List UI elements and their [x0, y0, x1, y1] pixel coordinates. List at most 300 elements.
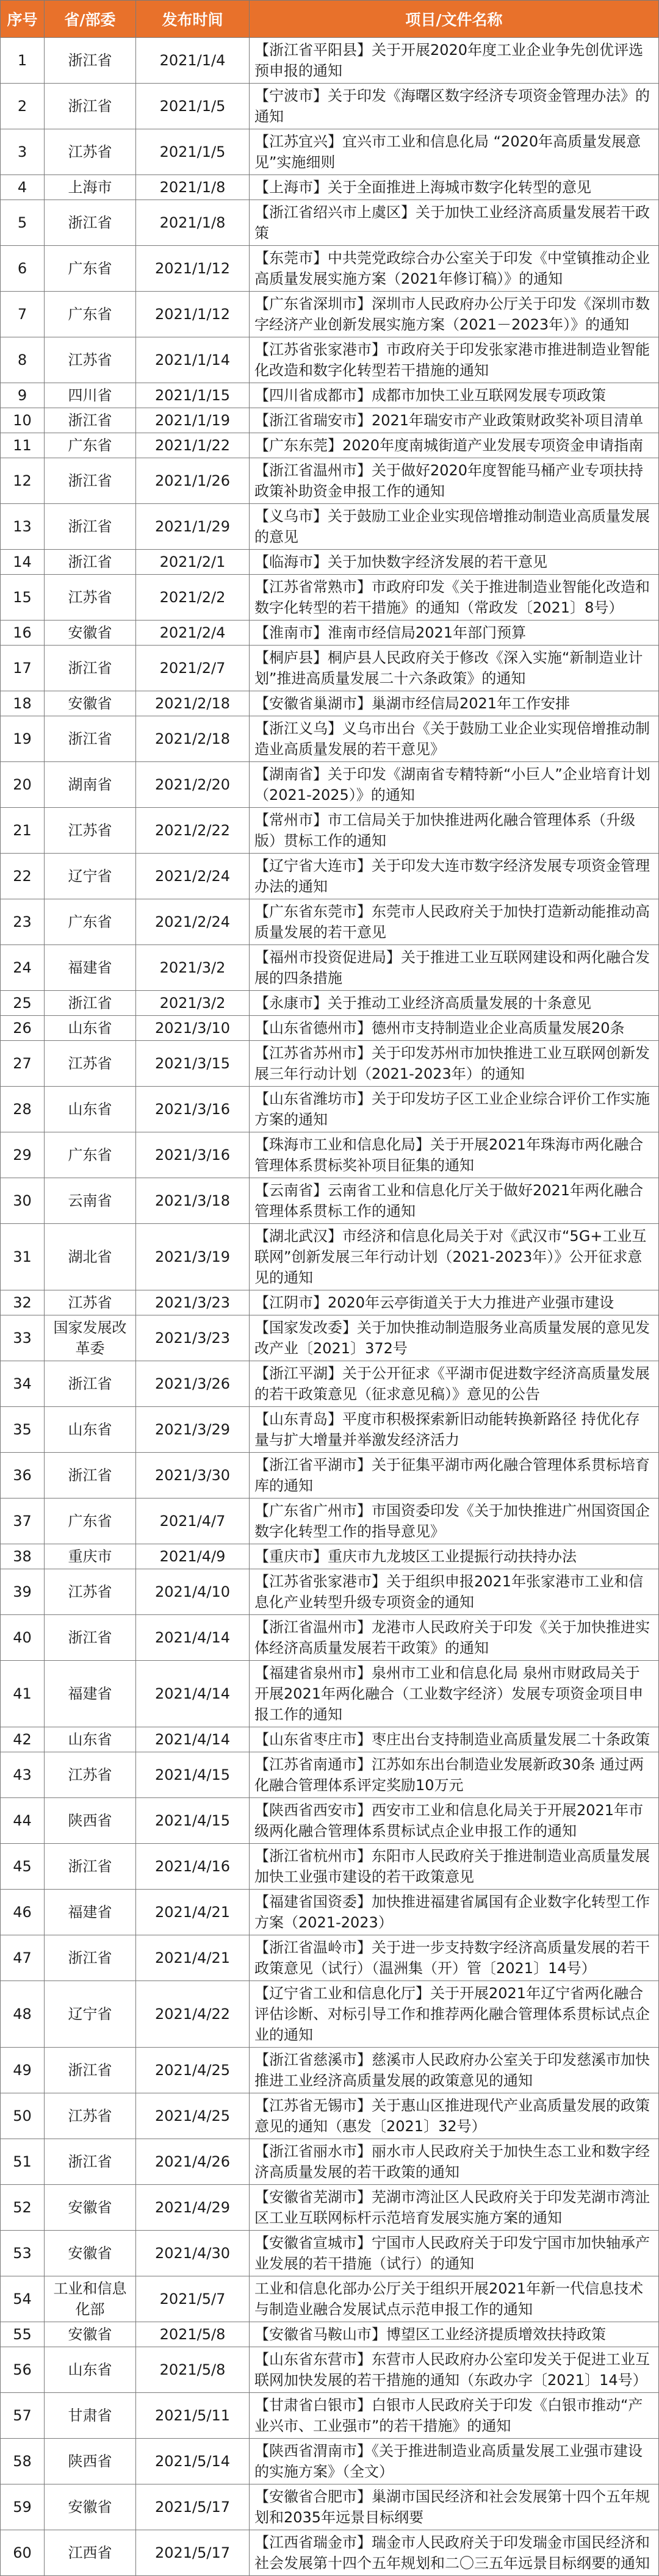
row-number: 48: [1, 1981, 45, 2048]
row-province: 工业和信息化部: [45, 2276, 136, 2322]
row-province: 甘肃省: [45, 2393, 136, 2439]
table-row: [1, 2185, 659, 2231]
row-province: 重庆市: [45, 1544, 136, 1569]
table-row: [1, 383, 659, 408]
table-row: [1, 808, 659, 854]
header-row: [1, 1, 659, 38]
row-number: 50: [1, 2093, 45, 2139]
table-row: [1, 1361, 659, 1407]
table-row: [1, 504, 659, 550]
table-row: [1, 1544, 659, 1569]
row-province: 浙江省: [45, 458, 136, 504]
row-number: 60: [1, 2530, 45, 2576]
row-province: 江苏省: [45, 1041, 136, 1087]
row-title: 【江苏省常熟市】市政府印发《关于推进制造业智能化改造和数字化转型的若干措施》的通知（常政发〔2021〕8号）: [250, 575, 659, 621]
table-row: [1, 292, 659, 337]
row-date: 2021/2/18: [136, 716, 250, 762]
row-province: 江苏省: [45, 808, 136, 854]
row-province: 浙江省: [45, 1844, 136, 1890]
table-row: [1, 1407, 659, 1453]
row-number: 36: [1, 1453, 45, 1498]
row-number: 27: [1, 1041, 45, 1087]
row-title: 【江苏省张家港市】市政府关于印发张家港市推进制造业智能化改造和数字化转型若干措施的通知: [250, 337, 659, 383]
row-date: 2021/1/12: [136, 246, 250, 292]
table-header: [1, 1, 659, 38]
row-province: 安徽省: [45, 2231, 136, 2276]
row-date: 2021/4/14: [136, 1615, 250, 1661]
row-province: 山东省: [45, 1087, 136, 1132]
row-title: 【东莞市】中共莞党政综合办公室关于印发《中堂镇推动企业高质量发展实施方案（2021年修订稿）》的通知: [250, 246, 659, 292]
row-number: 20: [1, 762, 45, 808]
row-title: 【常州市】市工信局关于加快推进两化融合管理体系（升级版）贯标工作的通知: [250, 808, 659, 854]
row-province: 广东省: [45, 1132, 136, 1178]
row-province: 云南省: [45, 1178, 136, 1224]
row-number: 7: [1, 292, 45, 337]
row-number: 19: [1, 716, 45, 762]
row-province: 江苏省: [45, 1290, 136, 1315]
row-province: 浙江省: [45, 991, 136, 1016]
row-number: 5: [1, 200, 45, 246]
table-row: [1, 1569, 659, 1615]
row-province: 浙江省: [45, 408, 136, 433]
table-row: [1, 1798, 659, 1844]
row-title: 【重庆市】重庆市九龙坡区工业提振行动扶持办法: [250, 1544, 659, 1569]
row-number: 9: [1, 383, 45, 408]
row-title: 【福建省国资委】加快推进福建省属国有企业数字化转型工作方案（2021-2023）: [250, 1890, 659, 1935]
row-title: 【广东省广州市】市国资委印发《关于加快推进广州国资国企数字化转型工作的指导意见》: [250, 1498, 659, 1544]
row-number: 34: [1, 1361, 45, 1407]
row-province: 湖南省: [45, 762, 136, 808]
row-title: 【广东省东莞市】东莞市人民政府关于加快打造新动能推动高质量发展的若干意见: [250, 899, 659, 945]
row-province: 福建省: [45, 1890, 136, 1935]
row-province: 江苏省: [45, 2093, 136, 2139]
row-number: 11: [1, 433, 45, 458]
row-number: 57: [1, 2393, 45, 2439]
table-row: [1, 1453, 659, 1498]
table-body: [1, 38, 659, 2576]
row-date: 2021/1/26: [136, 458, 250, 504]
row-title: 【陕西省渭南市】《关于推进制造业高质量发展工业强市建设的实施方案》（全文）: [250, 2439, 659, 2484]
row-title: 【浙江省杭州市】东阳市人民政府关于推进制造业高质量发展加快工业强市建设的若干政策意见: [250, 1844, 659, 1890]
row-number: 8: [1, 337, 45, 383]
row-date: 2021/5/8: [136, 2347, 250, 2393]
row-number: 28: [1, 1087, 45, 1132]
row-title: 【浙江省温州市】关于做好2020年度智能马桶产业专项扶持政策补助资金申报工作的通知: [250, 458, 659, 504]
row-number: 45: [1, 1844, 45, 1890]
table-row: [1, 2439, 659, 2484]
table-row: [1, 1981, 659, 2048]
table-row: [1, 1935, 659, 1981]
row-number: 2: [1, 84, 45, 129]
row-date: 2021/4/15: [136, 1798, 250, 1844]
row-number: 55: [1, 2322, 45, 2347]
row-title: 【浙江省平阳县】关于开展2020年度工业企业争先创优评选预申报的通知: [250, 38, 659, 84]
row-number: 31: [1, 1224, 45, 1290]
row-title: 【山东省东营市】东营市人民政府办公室印发关于促进工业互联网加快发展的若干措施的通知（东政办字〔2021〕14号）: [250, 2347, 659, 2393]
row-number: 41: [1, 1661, 45, 1727]
table-row: [1, 2139, 659, 2185]
row-title: 【安徽省马鞍山市】博望区工业经济提质增效扶持政策: [250, 2322, 659, 2347]
row-number: 29: [1, 1132, 45, 1178]
row-date: 2021/4/9: [136, 1544, 250, 1569]
row-date: 2021/5/7: [136, 2276, 250, 2322]
row-title: 【江阴市】2020年云亭街道关于大力推进产业强市建设: [250, 1290, 659, 1315]
row-date: 2021/5/14: [136, 2439, 250, 2484]
row-date: 2021/3/26: [136, 1361, 250, 1407]
row-province: 浙江省: [45, 200, 136, 246]
row-date: 2021/1/8: [136, 200, 250, 246]
row-number: 12: [1, 458, 45, 504]
table-row: [1, 575, 659, 621]
row-province: 广东省: [45, 899, 136, 945]
row-title: 【江苏省南通市】江苏如东出台制造业发展新政30条 通过两化融合管理体系评定奖励10万元: [250, 1752, 659, 1798]
table-row: [1, 175, 659, 200]
row-number: 14: [1, 550, 45, 575]
row-title: 【临海市】关于加快数字经济发展的若干意见: [250, 550, 659, 575]
row-title: 【浙江义乌】义乌市出台《关于鼓励工业企业实现倍增推动制造业高质量发展的若干意见》: [250, 716, 659, 762]
row-date: 2021/2/1: [136, 550, 250, 575]
row-province: 山东省: [45, 1016, 136, 1041]
row-province: 广东省: [45, 292, 136, 337]
row-title: 【甘肃省白银市】白银市人民政府关于印发《白银市推动“产业兴市、工业强市”的若干措施》的通知: [250, 2393, 659, 2439]
table-row: [1, 991, 659, 1016]
row-number: 51: [1, 2139, 45, 2185]
row-date: 2021/2/7: [136, 646, 250, 691]
row-province: 福建省: [45, 945, 136, 991]
table-row: [1, 691, 659, 716]
row-date: 2021/2/18: [136, 691, 250, 716]
row-number: 18: [1, 691, 45, 716]
table-row: [1, 1498, 659, 1544]
row-province: 江苏省: [45, 129, 136, 175]
row-date: 2021/5/11: [136, 2393, 250, 2439]
row-province: 山东省: [45, 1727, 136, 1752]
row-title: 【辽宁省工业和信息化厅】关于开展2021年辽宁省两化融合评估诊断、对标引导工作和推荐两化融合管理体系贯标试点企业的通知: [250, 1981, 659, 2048]
row-title: 【珠海市工业和信息化局】关于开展2021年珠海市两化融合管理体系贯标奖补项目征集的通知: [250, 1132, 659, 1178]
row-province: 安徽省: [45, 2322, 136, 2347]
row-date: 2021/4/29: [136, 2185, 250, 2231]
row-province: 浙江省: [45, 1453, 136, 1498]
row-number: 56: [1, 2347, 45, 2393]
row-number: 44: [1, 1798, 45, 1844]
row-date: 2021/3/2: [136, 991, 250, 1016]
row-date: 2021/4/25: [136, 2048, 250, 2093]
row-title: 【浙江省温岭市】关于进一步支持数字经济高质量发展的若干政策意见（试行）（温洲集（开）管〔2021〕14号）: [250, 1935, 659, 1981]
row-date: 2021/3/23: [136, 1315, 250, 1361]
row-province: 四川省: [45, 383, 136, 408]
row-number: 35: [1, 1407, 45, 1453]
row-title: 【浙江省平湖市】关于征集平湖市两化融合管理体系贯标培育库的通知: [250, 1453, 659, 1498]
row-province: 江苏省: [45, 575, 136, 621]
row-title: 【云南省】云南省工业和信息化厅关于做好2021年两化融合管理体系贯标工作的通知: [250, 1178, 659, 1224]
table-row: [1, 2484, 659, 2530]
row-date: 2021/4/14: [136, 1661, 250, 1727]
row-date: 2021/4/7: [136, 1498, 250, 1544]
row-date: 2021/3/23: [136, 1290, 250, 1315]
table-row: [1, 2322, 659, 2347]
row-date: 2021/4/25: [136, 2093, 250, 2139]
row-province: 山东省: [45, 1407, 136, 1453]
row-date: 2021/4/26: [136, 2139, 250, 2185]
table-row: [1, 2276, 659, 2322]
row-title: 【淮南市】淮南市经信局2021年部门预算: [250, 621, 659, 646]
row-title: 【山东省德州市】德州市支持制造业企业高质量发展20条: [250, 1016, 659, 1041]
table-row: [1, 408, 659, 433]
row-date: 2021/4/22: [136, 1981, 250, 2048]
row-number: 4: [1, 175, 45, 200]
row-province: 浙江省: [45, 38, 136, 84]
table-row: [1, 84, 659, 129]
table-row: [1, 2231, 659, 2276]
row-number: 59: [1, 2484, 45, 2530]
table-row: [1, 458, 659, 504]
row-province: 上海市: [45, 175, 136, 200]
row-title: 【浙江省丽水市】丽水市人民政府关于加快生态工业和数字经济高质量发展的若干政策的通知: [250, 2139, 659, 2185]
row-date: 2021/4/21: [136, 1935, 250, 1981]
row-date: 2021/4/30: [136, 2231, 250, 2276]
row-title: 【浙江平湖】关于公开征求《平湖市促进数字经济高质量发展的若干政策意见（征求意见稿）》意见的公告: [250, 1361, 659, 1407]
row-number: 49: [1, 2048, 45, 2093]
table-row: [1, 899, 659, 945]
row-province: 安徽省: [45, 2484, 136, 2530]
table-row: [1, 2093, 659, 2139]
row-number: 53: [1, 2231, 45, 2276]
row-number: 30: [1, 1178, 45, 1224]
row-province: 安徽省: [45, 691, 136, 716]
row-number: 39: [1, 1569, 45, 1615]
row-number: 16: [1, 621, 45, 646]
table-row: [1, 337, 659, 383]
row-number: 37: [1, 1498, 45, 1544]
table-row: [1, 1315, 659, 1361]
row-title: 【福建省泉州市】泉州市工业和信息化局 泉州市财政局关于开展2021年两化融合（工业数字经济）发展专项资金项目申报工作的通知: [250, 1661, 659, 1727]
table-row: [1, 550, 659, 575]
row-province: 浙江省: [45, 2048, 136, 2093]
table-row: [1, 716, 659, 762]
table-row: [1, 854, 659, 899]
row-province: 浙江省: [45, 504, 136, 550]
table-row: [1, 2048, 659, 2093]
row-number: 47: [1, 1935, 45, 1981]
row-number: 21: [1, 808, 45, 854]
row-date: 2021/1/14: [136, 337, 250, 383]
row-title: 【安徽省合肥市】巢湖市国民经济和社会发展第十四个五年规划和2035年远景目标纲要: [250, 2484, 659, 2530]
row-province: 江苏省: [45, 1752, 136, 1798]
row-title: 【安徽省宣城市】宁国市人民政府关于印发宁国市加快轴承产业发展的若干措施（试行）的通知: [250, 2231, 659, 2276]
row-number: 32: [1, 1290, 45, 1315]
row-date: 2021/3/30: [136, 1453, 250, 1498]
row-title: 【义乌市】关于鼓励工业企业实现倍增推动制造业高质量发展的意见: [250, 504, 659, 550]
row-title: 【上海市】关于全面推进上海城市数字化转型的意见: [250, 175, 659, 200]
row-number: 3: [1, 129, 45, 175]
row-province: 浙江省: [45, 550, 136, 575]
row-date: 2021/1/19: [136, 408, 250, 433]
header-date: 发布时间: [136, 1, 250, 38]
row-title: 【安徽省巢湖市】巢湖市经信局2021年工作安排: [250, 691, 659, 716]
row-province: 浙江省: [45, 716, 136, 762]
row-title: 【山东青岛】平度市积极探索新旧动能转换新路径 持优化存量与扩大增量并举激发经济活力: [250, 1407, 659, 1453]
row-title: 【山东省潍坊市】关于印发坊子区工业企业综合评价工作实施方案的通知: [250, 1087, 659, 1132]
table-row: [1, 129, 659, 175]
row-number: 54: [1, 2276, 45, 2322]
row-number: 52: [1, 2185, 45, 2231]
row-number: 43: [1, 1752, 45, 1798]
row-title: 【山东省枣庄市】枣庄出台支持制造业高质量发展二十条政策: [250, 1727, 659, 1752]
row-date: 2021/3/19: [136, 1224, 250, 1290]
row-province: 陕西省: [45, 2439, 136, 2484]
table-row: [1, 2347, 659, 2393]
table-row: [1, 246, 659, 292]
table-row: [1, 1290, 659, 1315]
row-date: 2021/1/5: [136, 84, 250, 129]
row-title: 【国家发改委】关于加快推动制造服务业高质量发展的意见发改产业〔2021〕372号: [250, 1315, 659, 1361]
row-date: 2021/3/10: [136, 1016, 250, 1041]
row-province: 浙江省: [45, 646, 136, 691]
row-title: 【浙江省绍兴市上虞区】关于加快工业经济高质量发展若干政策: [250, 200, 659, 246]
row-title: 【江苏宜兴】宜兴市工业和信息化局 “2020年高质量发展意见”实施细则: [250, 129, 659, 175]
row-number: 6: [1, 246, 45, 292]
table-row: [1, 621, 659, 646]
row-title: 【广东省深圳市】深圳市人民政府办公厅关于印发《深圳市数字经济产业创新发展实施方案（2021－2023年）》的通知: [250, 292, 659, 337]
row-title: 【永康市】关于推动工业经济高质量发展的十条意见: [250, 991, 659, 1016]
row-number: 38: [1, 1544, 45, 1569]
row-title: 【浙江省温州市】龙港市人民政府关于印发《关于加快推进实体经济高质量发展若干政策》的通知: [250, 1615, 659, 1661]
row-title: 【江苏省张家港市】关于组织申报2021年张家港市工业和信息化产业转型升级专项资金的通知: [250, 1569, 659, 1615]
table-row: [1, 1727, 659, 1752]
row-province: 江西省: [45, 2530, 136, 2576]
row-province: 广东省: [45, 246, 136, 292]
row-province: 浙江省: [45, 2139, 136, 2185]
table-row: [1, 433, 659, 458]
row-date: 2021/1/12: [136, 292, 250, 337]
row-date: 2021/4/16: [136, 1844, 250, 1890]
row-date: 2021/4/10: [136, 1569, 250, 1615]
row-date: 2021/3/29: [136, 1407, 250, 1453]
row-province: 山东省: [45, 2347, 136, 2393]
row-title: 【安徽省芜湖市】芜湖市湾沚区人民政府关于印发芜湖市湾沚区工业互联网标杆示范培育发展实施方案的通知: [250, 2185, 659, 2231]
row-number: 23: [1, 899, 45, 945]
row-title: 【辽宁省大连市】关于印发大连市数字经济发展专项资金管理办法的通知: [250, 854, 659, 899]
row-title: 【四川省成都市】成都市加快工业互联网发展专项政策: [250, 383, 659, 408]
row-title: 【福州市投资促进局】关于推进工业互联网建设和两化融合发展的四条措施: [250, 945, 659, 991]
row-province: 浙江省: [45, 1935, 136, 1981]
table-row: [1, 1041, 659, 1087]
row-province: 辽宁省: [45, 1981, 136, 2048]
table-row: [1, 1752, 659, 1798]
row-number: 1: [1, 38, 45, 84]
row-number: 46: [1, 1890, 45, 1935]
row-date: 2021/1/5: [136, 129, 250, 175]
row-date: 2021/2/20: [136, 762, 250, 808]
row-date: 2021/3/2: [136, 945, 250, 991]
row-province: 广东省: [45, 433, 136, 458]
header-no: 序号: [1, 1, 45, 38]
row-province: 国家发展改革委: [45, 1315, 136, 1361]
row-date: 2021/3/16: [136, 1087, 250, 1132]
row-date: 2021/1/4: [136, 38, 250, 84]
header-title: 项目/文件名称: [250, 1, 659, 38]
row-number: 58: [1, 2439, 45, 2484]
row-title: 【湖南省】关于印发《湖南省专精特新“小巨人”企业培育计划（2021-2025）》的通知: [250, 762, 659, 808]
row-province: 辽宁省: [45, 854, 136, 899]
row-province: 福建省: [45, 1661, 136, 1727]
row-date: 2021/2/4: [136, 621, 250, 646]
row-date: 2021/1/29: [136, 504, 250, 550]
table-row: [1, 1087, 659, 1132]
row-number: 24: [1, 945, 45, 991]
row-title: 工业和信息化部办公厅关于组织开展2021年新一代信息技术与制造业融合发展试点示范申报工作的通知: [250, 2276, 659, 2322]
row-province: 湖北省: [45, 1224, 136, 1290]
row-date: 2021/1/22: [136, 433, 250, 458]
row-province: 浙江省: [45, 1361, 136, 1407]
table-row: [1, 1890, 659, 1935]
row-province: 安徽省: [45, 621, 136, 646]
row-date: 2021/4/15: [136, 1752, 250, 1798]
row-title: 【广东东莞】2020年度南城街道产业发展专项资金申请指南: [250, 433, 659, 458]
row-date: 2021/4/21: [136, 1890, 250, 1935]
table-row: [1, 646, 659, 691]
row-province: 江苏省: [45, 337, 136, 383]
table-row: [1, 1016, 659, 1041]
row-number: 26: [1, 1016, 45, 1041]
row-title: 【浙江省瑞安市】2021年瑞安市产业政策财政奖补项目清单: [250, 408, 659, 433]
row-date: 2021/1/15: [136, 383, 250, 408]
row-number: 33: [1, 1315, 45, 1361]
row-number: 42: [1, 1727, 45, 1752]
row-province: 陕西省: [45, 1798, 136, 1844]
row-number: 17: [1, 646, 45, 691]
row-title: 【浙江省慈溪市】慈溪市人民政府办公室关于印发慈溪市加快推进工业经济高质量发展的政策意见的通知: [250, 2048, 659, 2093]
row-date: 2021/4/14: [136, 1727, 250, 1752]
table-row: [1, 1224, 659, 1290]
row-province: 江苏省: [45, 1569, 136, 1615]
row-date: 2021/2/24: [136, 899, 250, 945]
row-date: 2021/5/8: [136, 2322, 250, 2347]
row-number: 13: [1, 504, 45, 550]
row-date: 2021/2/24: [136, 854, 250, 899]
table-row: [1, 945, 659, 991]
row-province: 浙江省: [45, 1615, 136, 1661]
header-province: 省/部委: [45, 1, 136, 38]
row-title: 【湖北武汉】市经济和信息化局关于对《武汉市“5G+工业互联网”创新发展三年行动计划（2021-2023年）》公开征求意见的通知: [250, 1224, 659, 1290]
row-number: 25: [1, 991, 45, 1016]
table-row: [1, 1844, 659, 1890]
table-row: [1, 762, 659, 808]
row-title: 【宁波市】关于印发《海曙区数字经济专项资金管理办法》的通知: [250, 84, 659, 129]
row-number: 15: [1, 575, 45, 621]
row-title: 【陕西省西安市】西安市工业和信息化局关于开展2021年市级两化融合管理体系贯标试点企业申报工作的通知: [250, 1798, 659, 1844]
row-date: 2021/3/18: [136, 1178, 250, 1224]
row-province: 安徽省: [45, 2185, 136, 2231]
row-date: 2021/3/15: [136, 1041, 250, 1087]
row-title: 【江苏省无锡市】关于惠山区推进现代产业高质量发展的政策意见的通知（惠发〔2021〕32号）: [250, 2093, 659, 2139]
table-row: [1, 1615, 659, 1661]
row-date: 2021/1/8: [136, 175, 250, 200]
row-number: 40: [1, 1615, 45, 1661]
row-date: 2021/5/17: [136, 2484, 250, 2530]
row-date: 2021/2/22: [136, 808, 250, 854]
row-province: 广东省: [45, 1498, 136, 1544]
row-province: 浙江省: [45, 84, 136, 129]
row-date: 2021/3/16: [136, 1132, 250, 1178]
row-title: 【江西省瑞金市】瑞金市人民政府关于印发瑞金市国民经济和社会发展第十四个五年规划和二〇三五年远景目标纲要的通知: [250, 2530, 659, 2576]
table-row: [1, 1178, 659, 1224]
table-row: [1, 38, 659, 84]
row-date: 2021/5/17: [136, 2530, 250, 2576]
table-row: [1, 1661, 659, 1727]
row-title: 【桐庐县】桐庐县人民政府关于修改《深入实施“新制造业计划”推进高质量发展二十六条政策》的通知: [250, 646, 659, 691]
table-row: [1, 200, 659, 246]
